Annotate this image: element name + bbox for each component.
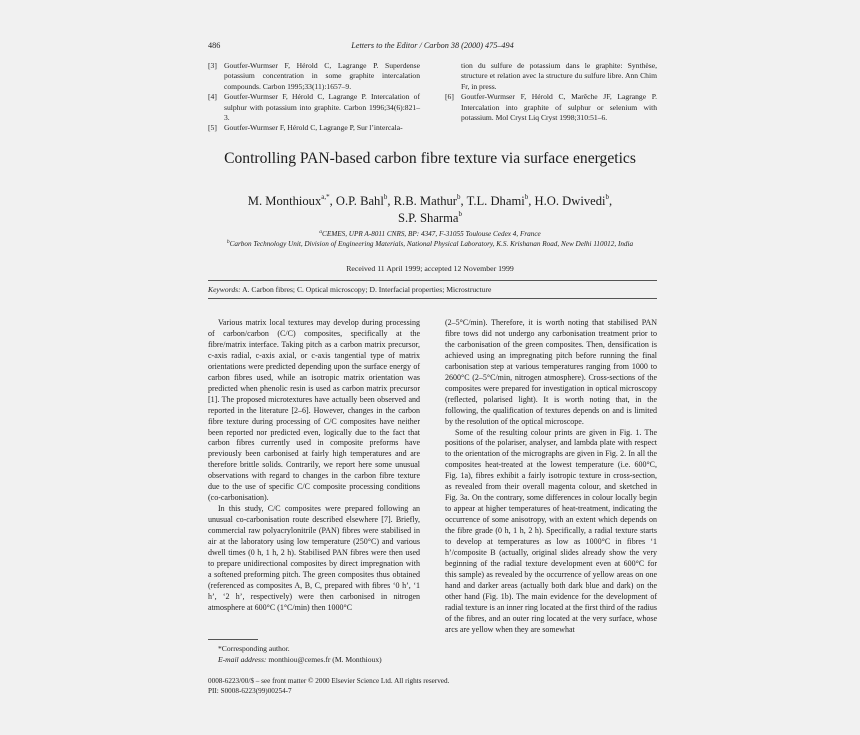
author-affiliation-mark: b bbox=[458, 210, 463, 218]
author-name: H.O. Dwivedi bbox=[534, 194, 606, 208]
reference-item: tion du sulfure de potassium dans le graphite: Synthèse, structure et relation avec la structure du sulfure libre. Ann Chim Fr, in press. bbox=[461, 61, 657, 91]
corresponding-author-note: *Corresponding author. bbox=[218, 644, 290, 653]
keywords-text: A. Carbon fibres; C. Optical microscopy; D. Interfacial properties; Microstructure bbox=[242, 285, 492, 294]
affiliation-item: $^a$CEMES, UPR A-8011 CNRS, BP: 4347, F-31055 Toulouse Cedex 4, France bbox=[319, 229, 541, 238]
body-column-left bbox=[208, 318, 420, 614]
footnote-divider bbox=[208, 639, 258, 640]
received-dates: Received 11 April 1999; accepted 12 November 1999 bbox=[346, 264, 514, 273]
author-affiliation-mark: b bbox=[383, 193, 388, 201]
keywords bbox=[208, 285, 657, 295]
body-paragraph: Various matrix local textures may develop during processing of carbon/carbon (C/C) composites, specifically at the fibre/matrix interface. Taking pitch as a carbon matrix precursor, c-axis radial, c-axis axial, or c-axis tangential type of matrix orientations were predicted depending upon the surface energy of carbon fibres used, while an isotropic matrix orientation was predicted when phenolic resin is used as carbon matrix precursor [1]. The proposed microtextures have actually been observed and reported in the literature [2–6]. However, changes in the carbon fibre texture during processing of C/C composites have neither been reported nor predicted even, logically due to the fact that carbon fibres currently used in composite preforms have previously been carbonised at fairly high temperatures and are therefore brittle solids. Contrarily, we report here some unusual observations with regard to changes in the carbon fibre texture due to the use of specific C/C composite processing conditions (co-carbonisation). bbox=[208, 318, 420, 503]
header-divider bbox=[208, 280, 657, 281]
keywords-divider bbox=[208, 298, 657, 299]
pii-line: PII: S0008-6223(99)00254-7 bbox=[208, 687, 292, 695]
author-name: O.P. Bahl bbox=[335, 194, 384, 208]
author-list: M. Monthioux$^{a,*}$, O.P. Bahl$^b$, R.B. Mathur$^b$, T.L. Dhami$^b$, H.O. Dwivedi$^b$, S.P. Sharma$^b$ bbox=[247, 193, 613, 225]
author-affiliation-mark: b bbox=[456, 193, 461, 201]
affiliation-item: $^b$Carbon Technology Unit, Division of Engineering Materials, National Physical Laboratory, K.S. Krishanan Road, New Delhi 110012, India bbox=[226, 238, 634, 248]
author-affiliation-mark: b bbox=[605, 193, 610, 201]
reference-list-left bbox=[208, 61, 420, 134]
reference-item: [5] Goutfer-Wurmser F, Hérold C, Lagrange P, Sur l’intercala- bbox=[208, 123, 403, 133]
body-paragraph: Some of the resulting colour prints are given in Fig. 1. The positions of the polariser, analyser, and lambda plate with respect to the orientation of the micrographs are given in Fig. 2. In all the composites heat-treated at the lowest temperature (i.e. 600°C, Fig. 1a), fibres exhibit a fairly isotropic texture in cross-section, as revealed from their overall magenta colour, and sketched in Fig. 3a. On the contrary, some differences in colour locally begin to appear at higher temperatures of heat-treatment, indicating the occurrence of some anisotropy, with an extent which depends on the fibre grade (0 h, 1 h, 2 h). Specifically, a radial texture starts to develop at temperatures as low as 1000°C in fibres ‘1 h’/composite B (actually, original slides already show the very beginning of the radial texture development even at 600°C for this sample) as revealed by the occurrence of yellow areas on one hand and darker areas (actually both dark blue and dark) on the other hand (Fig. 1b). The main evidence for the development of radial texture is an inner ring located at the first third of the radius of the fibres, and an outer ring located at the very surface, whose arcs are yellow when they are somewhat bbox=[445, 427, 657, 634]
reference-item: [6] Goutfer-Wurmser F, Hérold C, Marêche JF, Lagrange P. Intercalation into graphite of sulphur or selenium with potassium. Mol Cryst Liq Cryst 1998;310:51–6. bbox=[445, 92, 657, 123]
author-affiliation-mark: a,* bbox=[321, 193, 330, 201]
journal-citation: Letters to the Editor / Carbon 38 (2000) 475–494 bbox=[351, 41, 514, 50]
author-name: M. Monthioux bbox=[247, 194, 322, 208]
body-column-right bbox=[445, 318, 657, 636]
page-number: 486 bbox=[208, 41, 221, 50]
article-title: Controlling PAN-based carbon fibre texture via surface energetics bbox=[224, 150, 636, 167]
body-paragraph: In this study, C/C composites were prepared following an unusual co-carbonisation route described elsewhere [7]. Briefly, commercial raw polyacrylonitrile (PAN) fibres were stabilised in air at the laboratory using low temperature (250°C) and various dwell times (0 h, 1 h, 2 h). Stabilised PAN fibres were then used to prepare unidirectional composites by direct impregnation with a softened preforming pitch. The green composites thus obtained (referenced as composites A, B, C, prepared with fibres ‘0 h’, ‘1 h’, ‘2 h’, respectively) were then carbonised in nitrogen atmosphere at 600°C (1°C/min) then 1000°C bbox=[208, 504, 420, 612]
body-paragraph: (2–5°C/min). Therefore, it is worth noting that stabilised PAN fibre tows did not undergo any carbonisation treatment prior to the carbonisation of the green composites. Then, densification is achieved using an impregnating pitch before running the final carbonisation step at various temperatures ranging from 1000 to 2600°C (2–5°C/min, nitrogen atmosphere). Cross-sections of the composites were prepared for investigation in optical microscopy (reflected, polarised light). It is worth noting that, in the following, the qualification of textures depends on and is limited by the resolution of the optical microscope. bbox=[445, 318, 657, 426]
imprint bbox=[208, 676, 657, 696]
email-note: E-mail address: monthiou@cemes.fr (M. Monthioux) bbox=[218, 655, 382, 664]
copyright-line: 0008-6223/00/$ – see front matter © 2000 Elsevier Science Ltd. All rights reserved. bbox=[208, 677, 450, 685]
keywords-label: Keywords: bbox=[208, 285, 241, 294]
author-name: T.L. Dhami bbox=[466, 194, 525, 208]
reference-item: [4] Goutfer-Wurmser F, Hérold C, Lagrange P. Intercalation of sulphur with potassium into graphite. Carbon 1996;34(6):821–3. bbox=[208, 92, 420, 123]
reference-item: [3] Goutfer-Wurmser F, Hérold C, Lagrange P. Superdense potassium concentration in some graphite intercalation compounds. Carbon 1995;33(11):1657–9. bbox=[208, 61, 420, 91]
reference-list-right bbox=[445, 61, 657, 123]
author-affiliation-mark: b bbox=[524, 193, 529, 201]
author-name: S.P. Sharma bbox=[397, 211, 459, 225]
author-name: R.B. Mathur bbox=[393, 194, 457, 208]
affiliations bbox=[190, 230, 670, 249]
footnote bbox=[208, 643, 420, 665]
